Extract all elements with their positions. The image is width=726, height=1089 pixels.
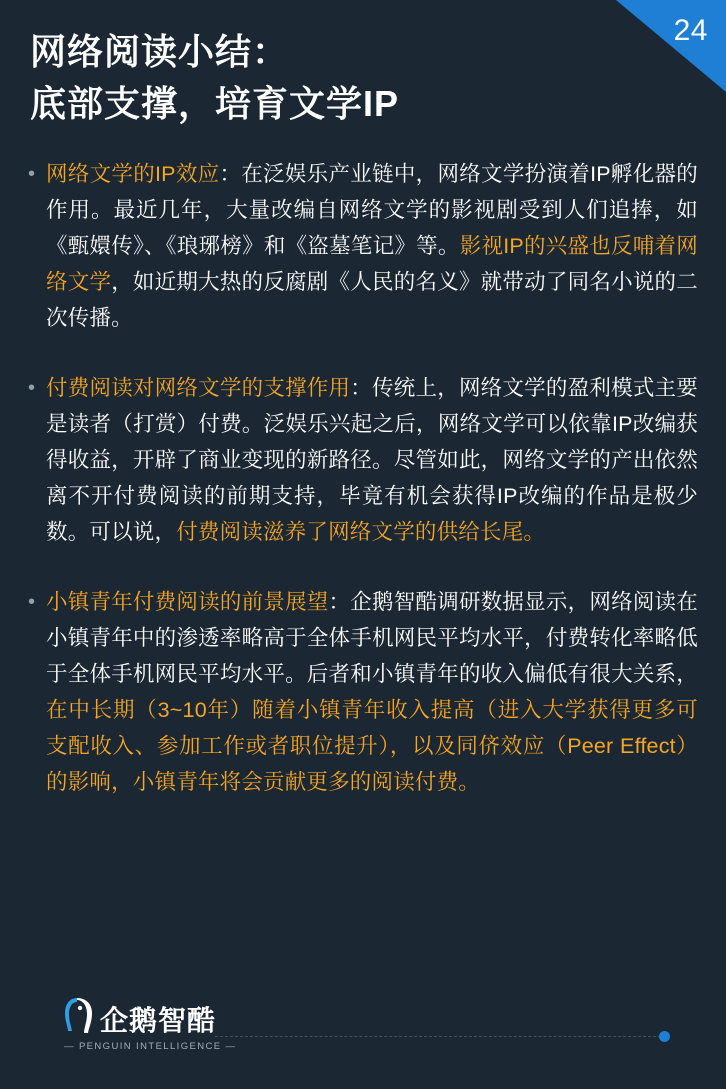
bullet-paragraph-1 (46, 156, 698, 336)
logo-subtitle: — PENGUIN INTELLIGENCE — (64, 1041, 237, 1052)
bullet-paragraph-2 (46, 370, 698, 550)
bullet-3-segment-2: ：企鹅智酷调研数据显示，网络阅读在小镇青年中的渗透率略高于全体手机网民平均水平，付费转化率略低于全体手机网民平均水平。后者和小镇青年的收入偏低有很大关系， (46, 590, 698, 687)
bullet-3-segment-3: 在中长期（3~10年）随着小镇青年收入提高（进入大学获得更多可支配收入、参加工作或者职位提升），以及同侪效应（Peer Effect）的影响，小镇青年将会贡献更多的阅读付费。 (46, 698, 698, 795)
bullet-marker: • (28, 377, 36, 400)
bullet-3-segment-1: 小镇青年付费阅读的前景展望 (46, 590, 329, 615)
footer-dot (659, 1031, 670, 1042)
penguin-icon (60, 997, 94, 1037)
bullet-2-segment-3: 付费阅读滋养了网络文学的供给长尾。 (176, 520, 546, 545)
bullet-2-segment-1: 付费阅读对网络文学的支撑作用 (46, 376, 351, 401)
logo-text: 企鹅智酷 (100, 1005, 217, 1036)
bullet-marker: • (28, 591, 36, 614)
bullet-paragraph-3 (46, 584, 698, 800)
logo (60, 995, 237, 1061)
slide-number-ribbon (616, 0, 726, 92)
list-item (26, 156, 698, 336)
list-item (26, 370, 698, 550)
bullet-2-segment-2: ：传统上，网络文学的盈利模式主要是读者（打赏）付费。泛娱乐兴起之后，网络文学可以依靠IP改编获得收益，开辟了商业变现的新路径。尽管如此，网络文学的产出依然离不开付费阅读的前期支持，毕竟有机会获得IP改编的作品是极少数。可以说， (46, 376, 698, 545)
page-title-line-1: 网络阅读小结： (30, 31, 290, 72)
bullet-list (0, 130, 726, 800)
bullet-marker: • (28, 163, 36, 186)
slide-number: 24 (673, 14, 708, 47)
bullet-1-segment-4: ，如近期大热的反腐剧《人民的名义》就带动了同名小说的二次传播。 (46, 270, 698, 331)
list-item (26, 584, 698, 800)
page-title-line-2: 底部支撑，培育文学IP (30, 83, 400, 125)
footer-divider (215, 1036, 666, 1037)
bullet-1-segment-1: 网络文学的IP效应 (46, 162, 220, 187)
bullet-1-segment-3: 影视IP的兴盛也反哺着网络文学 (46, 234, 698, 295)
footer (0, 979, 726, 1089)
bullet-1-segment-2: ：在泛娱乐产业链中，网络文学扮演着IP孵化器的作用。最近几年，大量改编自网络文学的影视剧受到人们追捧，如《甄嬛传》、《琅琊榜》和《盗墓笔记》等。 (46, 162, 698, 259)
ribbon-triangle (616, 0, 726, 92)
